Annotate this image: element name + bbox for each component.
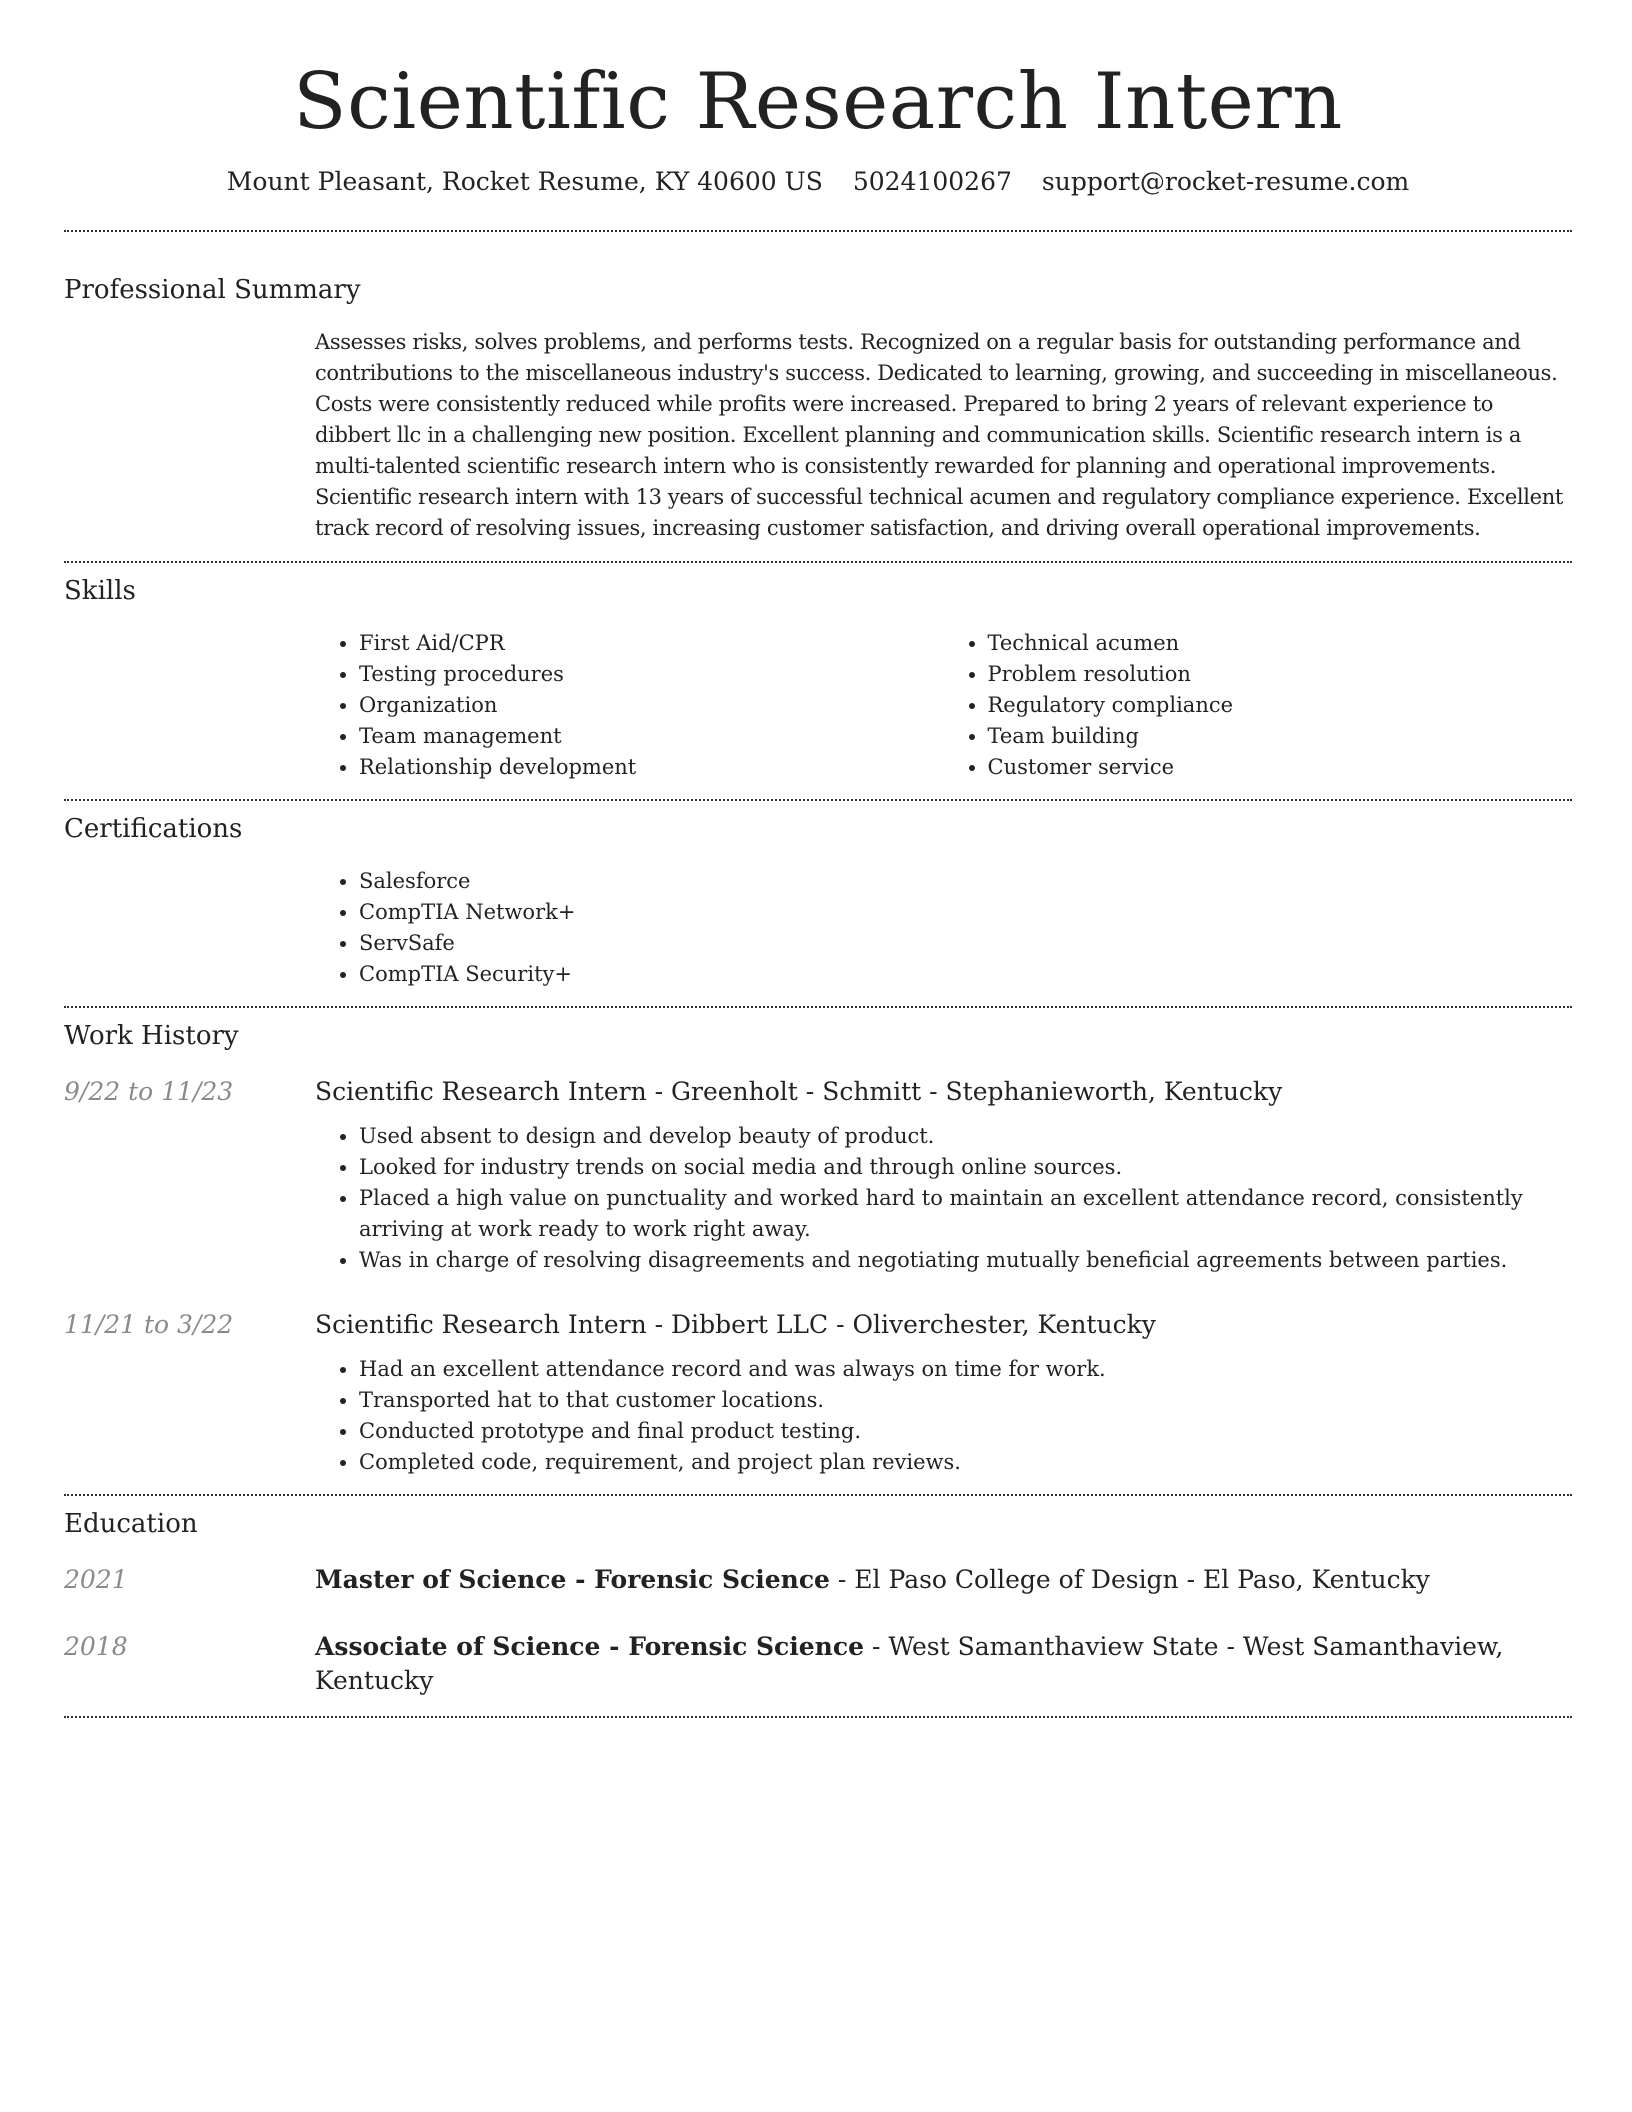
summary-heading: Professional Summary [64,275,361,305]
contact-phone: 5024100267 [852,167,1012,196]
job-bullet: • Transported hat to that customer locations. [359,1385,1572,1416]
contact-info [64,166,1572,198]
education-school: - El Paso College of Design - El Paso, Kentucky [829,1565,1430,1594]
certifications-content [315,866,1572,990]
resume-header [64,54,1572,198]
certifications-section [64,801,1572,990]
job-entry [64,1075,1572,1276]
skills-column-right [944,628,1573,783]
job-bullet: • Had an excellent attendance record and was always on time for work. [359,1354,1572,1385]
education-details [315,1630,1572,1698]
job-bullets [315,1354,1572,1478]
job-bullet: • Used absent to design and develop beauty of product. [359,1121,1572,1152]
job-bullet: • Completed code, requirement, and project plan reviews. [359,1447,1572,1478]
candidate-name: Scientific Research Intern [293,57,1343,147]
summary-content [315,327,1572,544]
job-entry [64,1308,1572,1478]
education-section [64,1496,1572,1698]
skill-item: • Organization [359,690,944,721]
job-bullet: • Conducted prototype and final product testing. [359,1416,1572,1447]
education-degree: Master of Science - Forensic Science [315,1565,830,1594]
skills-heading: Skills [64,576,136,606]
job-details [315,1354,1572,1478]
skill-item: • Technical acumen [988,628,1573,659]
summary-section [64,232,1572,544]
job-bullet: • Placed a high value on punctuality and worked hard to maintain an excellent attendance record, consistently arriving at work ready to work right away. [359,1183,1572,1245]
certification-item: • CompTIA Security+ [359,959,1572,990]
skill-item: • Regulatory compliance [988,690,1573,721]
skills-column-left [315,628,944,783]
certifications-list [315,866,1572,990]
certifications-heading: Certifications [64,814,243,844]
job-bullets [315,1121,1572,1276]
education-entry [64,1630,1572,1698]
skills-list [315,628,1572,783]
contact-address: Mount Pleasant, Rocket Resume, KY 40600 US [226,167,823,196]
work-history-heading: Work History [64,1021,239,1051]
work-history-section [64,1008,1572,1478]
job-bullet: • Looked for industry trends on social media and through online sources. [359,1152,1572,1183]
education-details [315,1563,1572,1597]
education-heading: Education [64,1509,198,1539]
job-title: Scientific Research Intern - Greenholt - Schmitt - Stephanieworth, Kentucky [315,1077,1283,1106]
certification-item: • CompTIA Network+ [359,897,1572,928]
summary-text: Assesses risks, solves problems, and performs tests. Recognized on a regular basis for outstanding performance and contributions to the miscellaneous industry's success. Dedicated to learning, growing, and succeeding in miscellaneous. Costs were consistently reduced while profits were increased. Prepared to bring 2 years of relevant experience to dibbert llc in a challenging new position. Excellent planning and communication skills. Scientific research intern is a multi-talented scientific research intern who is consistently rewarded for planning and operational improvements. Scientific research intern with 13 years of successful technical acumen and regulatory compliance experience. Excellent track record of resolving issues, increasing customer satisfaction, and driving overall operational improvements. [315,330,1563,540]
skill-item: • Team building [988,721,1573,752]
skills-section [64,563,1572,783]
certification-item: • Salesforce [359,866,1572,897]
education-year: 2021 [64,1565,128,1594]
skill-item: • Problem resolution [988,659,1573,690]
education-entry [64,1563,1572,1597]
education-year: 2018 [64,1632,128,1661]
job-bullet: • Was in charge of resolving disagreements and negotiating mutually beneficial agreements between parties. [359,1245,1572,1276]
job-dates: 11/21 to 3/22 [64,1310,234,1339]
skill-item: • Relationship development [359,752,944,783]
resume-page [64,0,1572,1718]
education-degree: Associate of Science - Forensic Science [315,1632,864,1661]
education-school: - West Samanthaview State - West Samanthaview, Kentucky [315,1632,1504,1695]
skill-item: • First Aid/CPR [359,628,944,659]
skill-item: • Customer service [988,752,1573,783]
contact-email: support@rocket-resume.com [1041,167,1410,196]
section-divider [64,1716,1572,1718]
certification-item: • ServSafe [359,928,1572,959]
job-details [315,1121,1572,1276]
job-dates: 9/22 to 11/23 [64,1077,234,1106]
skill-item: • Testing procedures [359,659,944,690]
skill-item: • Team management [359,721,944,752]
job-title: Scientific Research Intern - Dibbert LLC - Oliverchester, Kentucky [315,1310,1156,1339]
